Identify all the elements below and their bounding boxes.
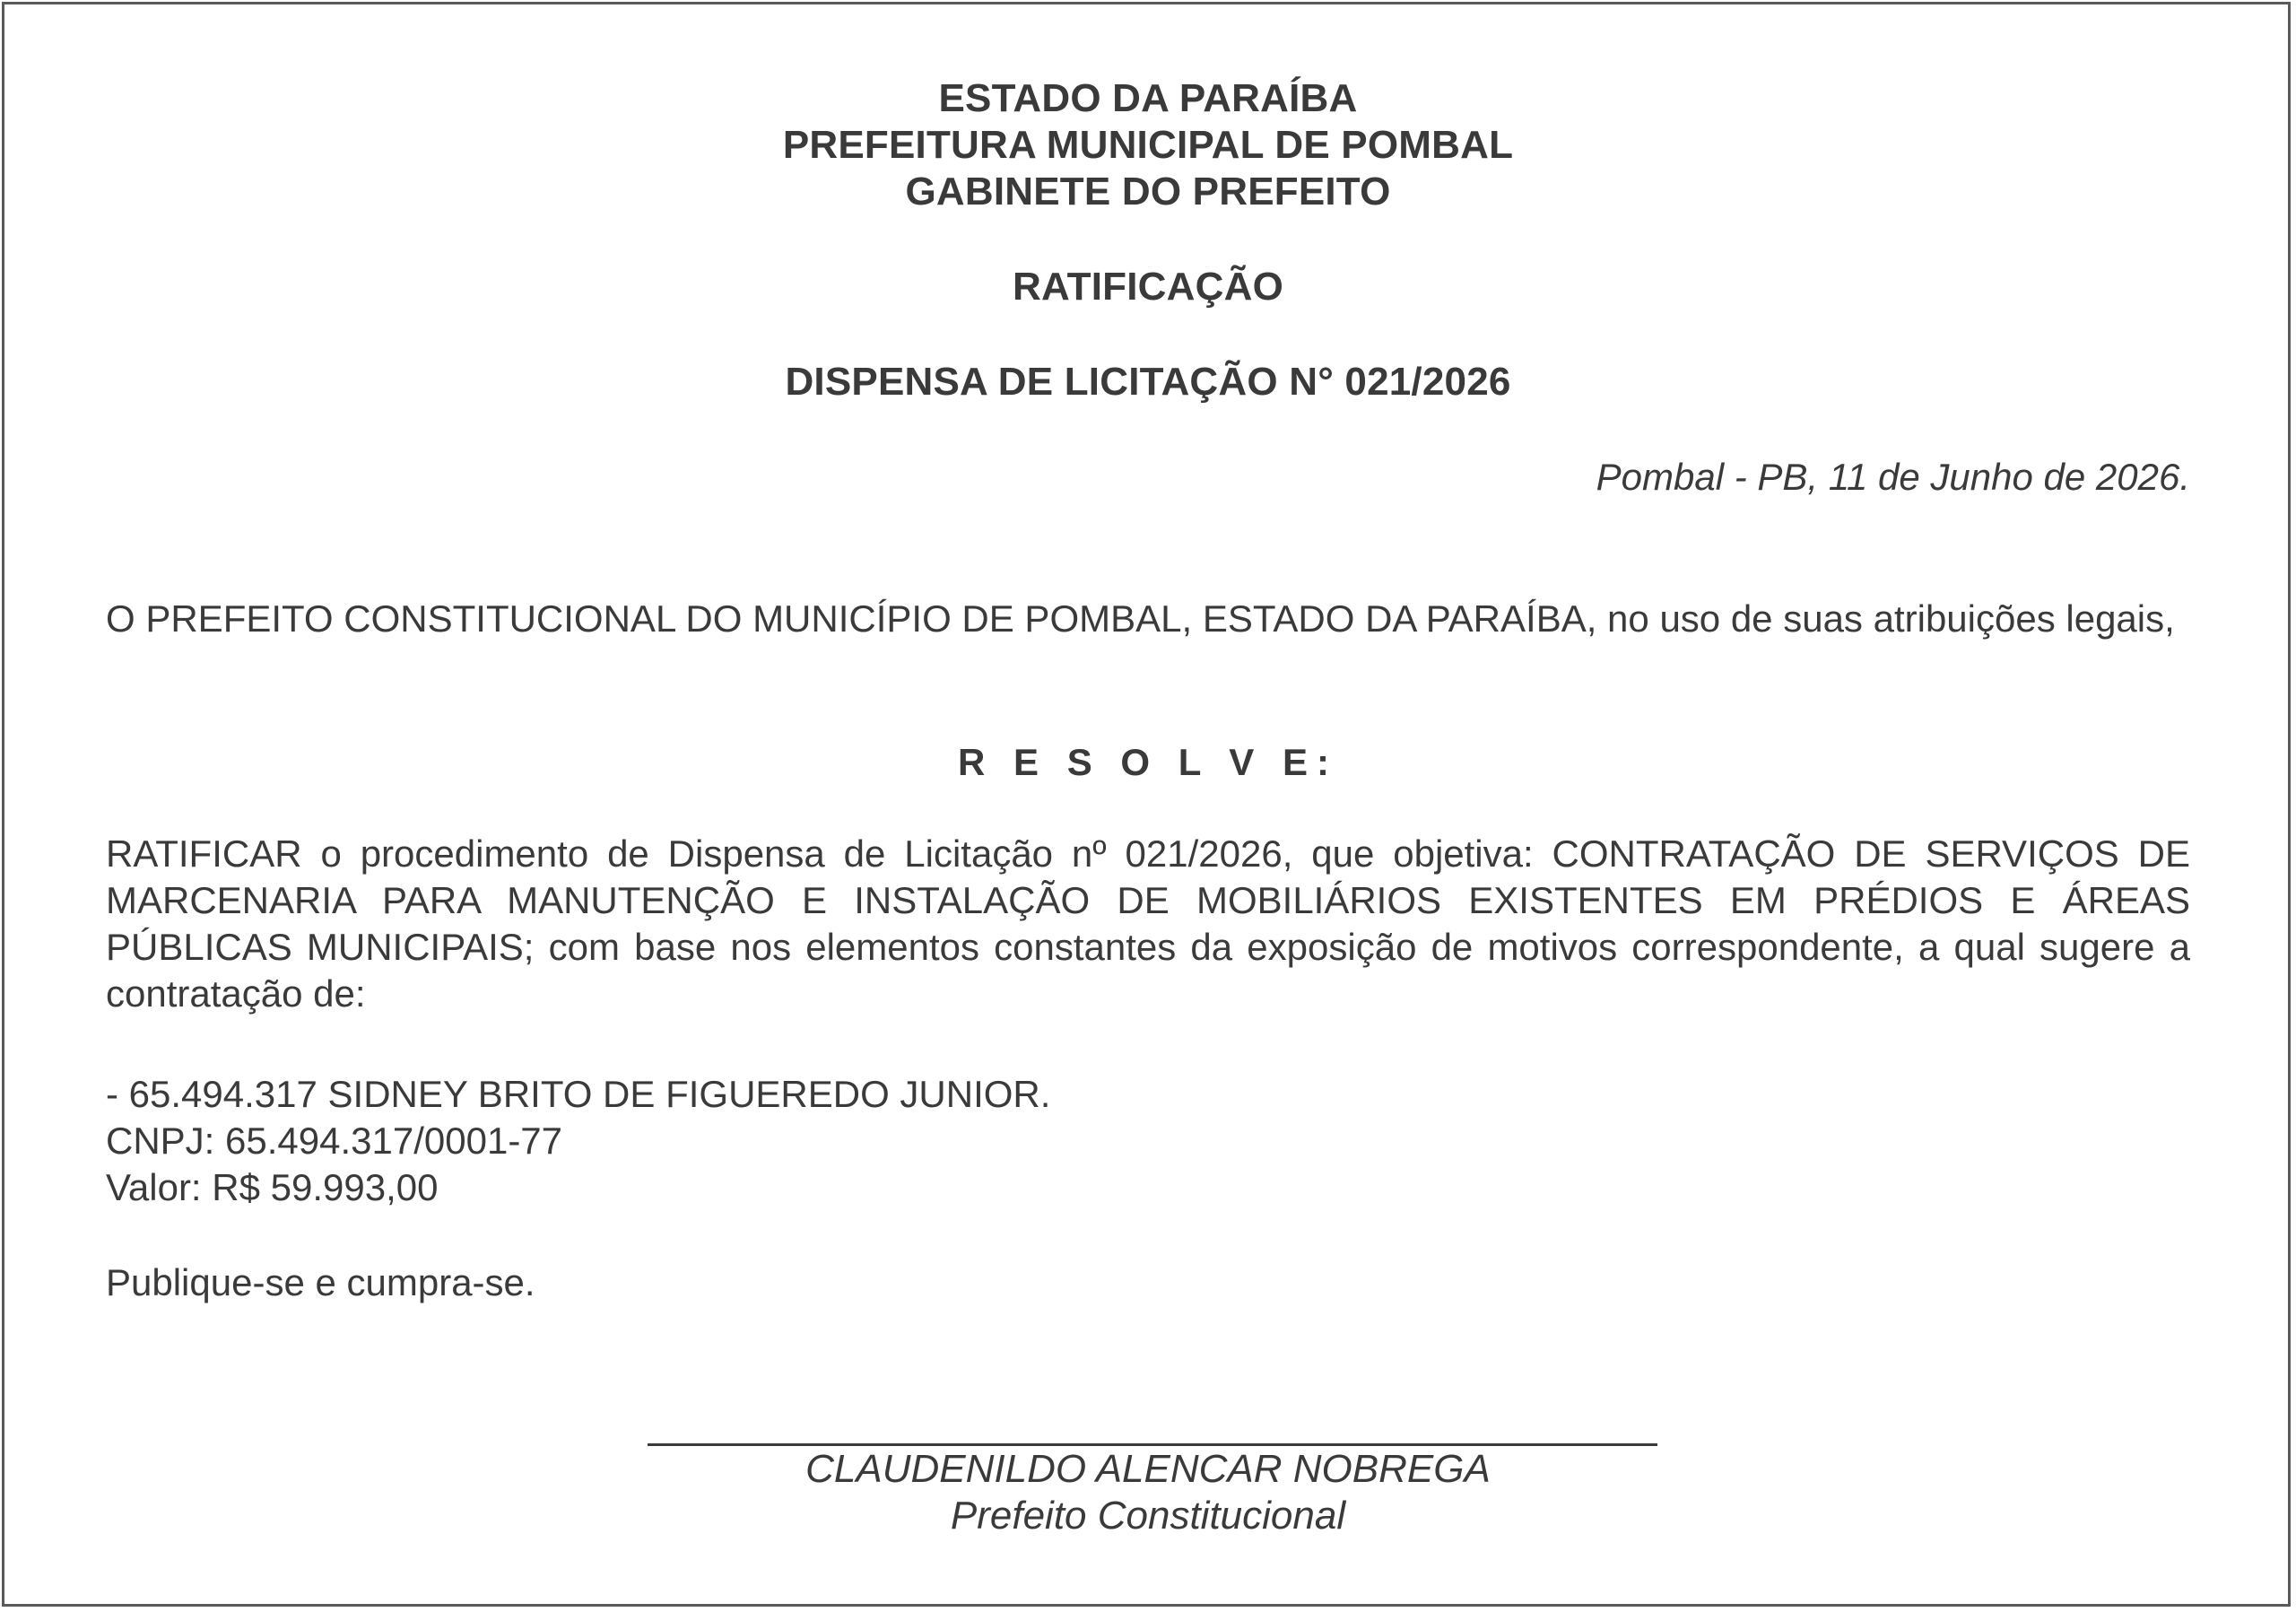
header-state: ESTADO DA PARAÍBA [938, 76, 1358, 120]
header-municipality: PREFEITURA MUNICIPAL DE POMBAL [782, 123, 1514, 167]
document-border [2, 2, 2291, 1607]
contractor-cnpj: CNPJ: 65.494.317/0001-77 [106, 1120, 563, 1162]
closing-statement: Publique-se e cumpra-se. [106, 1261, 535, 1303]
signatory-name: CLAUDENILDO ALENCAR NOBREGA [805, 1447, 1491, 1491]
process-title: DISPENSA DE LICITAÇÃO N° 021/2026 [785, 360, 1511, 404]
intro-paragraph: O PREFEITO CONSTITUCIONAL DO MUNICÍPIO DE POMBAL, ESTADO DA PARAÍBA, no uso de suas atribuições legais, [106, 597, 2175, 640]
contract-value: Valor: R$ 59.993,00 [106, 1166, 439, 1208]
document-type-heading: RATIFICAÇÃO [1012, 265, 1283, 309]
date-line: Pombal - PB, 11 de Junho de 2026. [1596, 456, 2190, 498]
contractor-name: - 65.494.317 SIDNEY BRITO DE FIGUEREDO JUNIOR. [106, 1073, 1051, 1115]
ratify-paragraph: RATIFICAR o procedimento de Dispensa de Licitação nº 021/2026, que objetiva: CONTRATAÇÃO DE SERVIÇOS DE MARCENARIA PARA MANUTENÇÃO E INSTALAÇÃO DE MOBILIÁRIOS EXISTENTES EM PRÉDIOS E ÁREAS PÚBLICAS MUNICIPAIS; com base nos elementos constantes da exposição de motivos correspondente, a qual sugere a contratação de: [106, 832, 2190, 1015]
resolve-heading: R E S O L V E: [958, 741, 1338, 783]
header-office: GABINETE DO PREFEITO [905, 170, 1391, 213]
signatory-title: Prefeito Constitucional [950, 1494, 1346, 1538]
